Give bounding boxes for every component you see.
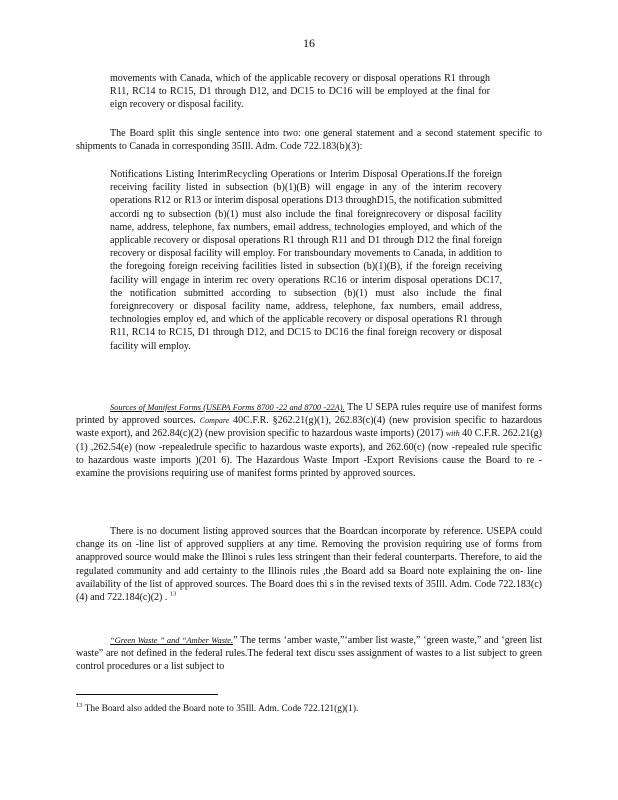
- footnote-reference: 13: [169, 590, 177, 598]
- footnote-number: 13: [76, 701, 83, 709]
- page-number: 16: [303, 36, 315, 50]
- sources-text-3: 40 C.F.R. 262.21(g)(1) ,262.54(e) (now -repealedrule specific to hazardous waste exports), and 262.60(c) (now -repealed rule specific to hazardous waste imports )(201 6). The Hazardous Waste Import -Export Revisions cause the Board to re -examine the provisions requiring use of manifest forms printed by approved sources.: [76, 428, 542, 480]
- paragraph-intro: movements with Canada, which of the applicable recovery or disposal operations R1 through R11, RC14 to RC15, D1 through D12, and DC15 to DC16 will be employed at the final for eign recovery or disposal facility.: [110, 73, 490, 111]
- signal-compare: Compare: [199, 416, 230, 426]
- footnote: [76, 703, 546, 715]
- block-quote-notifications: Notifications Listing InterimRecycling Operations or Interim Disposal Operations.If the foreign receiving facility listed in subsection (b)(1)(B) will engage in any of the interim recovery operations R12 or R13 or interim disposal operations D13 throughD15, the notification submitted accordi ng to subsection (b)(1) must also include the final foreignrecovery or disposal facility name, address, telephone, fax numbers, email address, technologies employed, and which of the applicable recovery or disposal operations R1 through R11 and D1 through D12 the final foreign recovery or disposal facility will employ. For transboundary movements to Canada, in addition to the foregoing foreign receiving facilities listed in subsection (b)(1)(B), if the foreign receiving facility will engage in interim rec overy operations RC16 or interim disposal operations DC17, the notification submitted according to subsection (b)(1) must also include the final foreignrecovery or disposal facility name, address, telephone, fax numbers, email address, technologies employ ed, and which of the applicable recovery or disposal operations R1 through R11, RC14 to RC15, D1 through D12, and DC15 to DC16 the final foreign recovery or disposal facility will employ.: [110, 169, 502, 352]
- sources-text-2: 40C.F.R. §262.21(g)(1), 262.83(c)(4) (new provision specific to hazardous waste export), and 262.84(c)(2) (new provision specific to hazardous waste imports) (2017): [76, 415, 542, 440]
- paragraph-board-split: The Board split this single sentence into two: one general statement and a second statement specific to shipments to Canada in corresponding 35Ill. Adm. Code 722.183(b)(3):: [76, 128, 542, 153]
- section-heading-green-waste: “Green Waste ” and “Amber Waste.: [110, 636, 234, 645]
- section-heading-sources: Sources of Manifest Forms (USEPA Forms 8700 -22 and 8700 -22A).: [110, 403, 345, 412]
- sources-text-1: The U SEPA rules require use of manifest forms printed by approved sources.: [76, 402, 542, 427]
- paragraph-sources-manifest: [76, 401, 542, 480]
- footnote-text: The Board also added the Board note to 35Ill. Adm. Code 722.121(g)(1).: [82, 704, 359, 714]
- green-waste-text: ” The terms ‘amber waste,”‘amber list waste,” ‘green waste,” and ‘green list waste” are not defined in the federal rules.The federal text discu sses assignment of wastes to a list subject to green control procedures or a list subject to: [76, 635, 542, 673]
- paragraph-no-document: [76, 525, 542, 604]
- footnote-divider: [76, 694, 218, 695]
- paragraph-green-waste: [76, 634, 542, 674]
- signal-with: with: [445, 429, 460, 439]
- no-document-text: There is no document listing approved sources that the Boardcan incorporate by reference. USEPA could change its on -line list of approved suppliers at any time. Removing the provision requiring use of forms from anapproved source would make the Illinoi s rules less stringent than their federal counterparts. Therefore, to aid the regulated community and add certainty to the Illinois rules ,the Board add sa Board note explaining the on- line availability of the list of approved sources. The Board does thi s in the revised texts of 35Ill. Adm. Code 722.183(c)(4) and 722.184(c)(2) .: [76, 526, 542, 604]
